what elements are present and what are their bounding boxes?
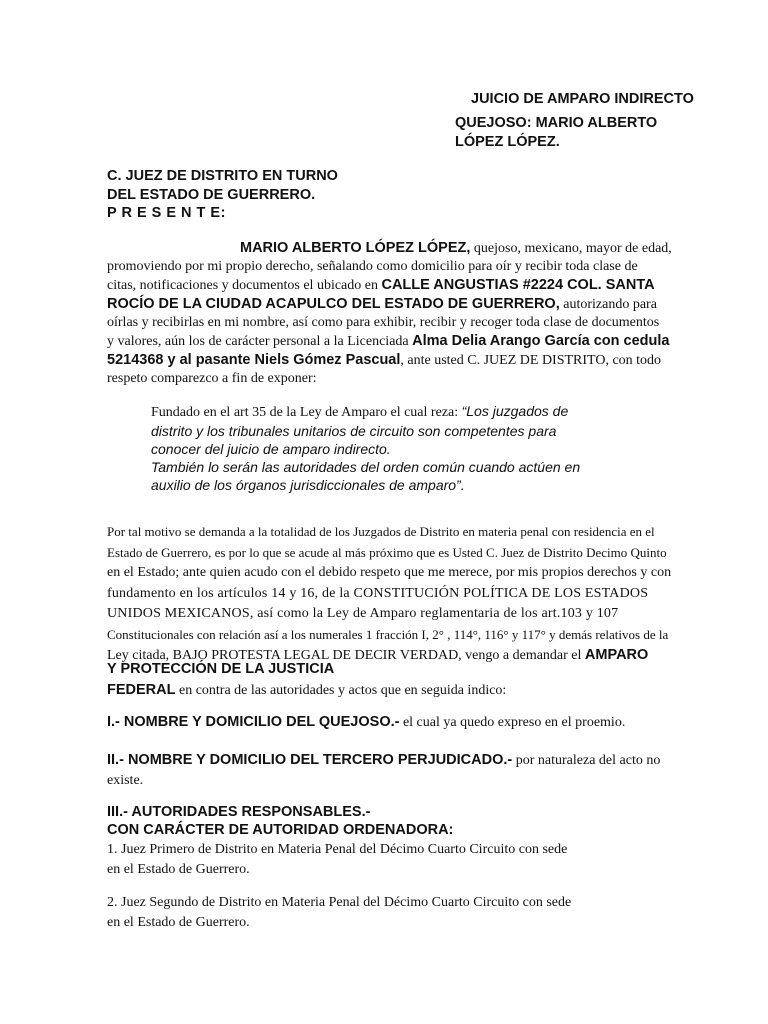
intro-text-4: autorizando para [559,297,657,312]
case-title: JUICIO DE AMPARO INDIRECTO [471,91,694,107]
body-line1: Por tal motivo se demanda a la totalidad de los Juzgados de Distrito en materia penal con residencia en el [107,524,655,539]
body-line5: UNIDOS MEXICANOS, así como la Ley de Amparo reglamentaria de los art.103 y 107 [107,606,619,621]
addressee-line2: DEL ESTADO DE GUERRERO. [107,187,316,203]
section-3-heading2: CON CARÁCTER DE AUTORIDAD ORDENADORA: [107,822,454,838]
body-line6: Constitucionales con relación así a los numerales 1 fracción I, 2° , 114°, 116° y 117° y demás relativos de la [107,626,669,642]
intro-text-1: quejoso, mexicano, mayor de edad, [470,241,672,256]
complainant-surnames: LÓPEZ LÓPEZ. [455,134,560,150]
section-1-heading: I.- NOMBRE Y DOMICILIO DEL QUEJOSO.- [107,714,400,730]
body-line4: fundamento en los artículos 14 y 16, de la CONSTITUCIÓN POLÍTICA DE LOS ESTADOS [107,585,649,601]
section-2-text2: existe. [107,773,144,788]
body-line2: Estado de Guerrero, es por lo que se acude al más próximo que es Usted C. Juez de Distrito Decimo Quinto [107,544,667,560]
addressee-line1: C. JUEZ DE DISTRITO EN TURNO [107,168,338,184]
lawyer-line2: 5214368 y al pasante Niels Gómez Pascual [107,352,401,368]
authority-item-2 [107,893,571,933]
quote-lead: Fundado en el art 35 de la Ley de Amparo el cual reza: [151,405,462,420]
intro-text-6: y valores, aún los de carácter personal a la Licenciada [107,334,413,349]
complainant-name: MARIO ALBERTO LÓPEZ LÓPEZ, [240,240,471,256]
section-2 [107,750,660,791]
address-line1: CALLE ANGUSTIAS #2224 COL. SANTA [381,277,655,293]
section-2-text: por naturaleza del acto no [512,753,661,768]
amparo-line3: FEDERAL [107,682,176,698]
quote-line2: distrito y los tribunales unitarios de circuito son competentes para [151,423,557,439]
body-line7: Ley citada, BAJO PROTESTA LEGAL DE DECIR VERDAD, vengo a demandar el [107,648,585,663]
intro-text-8: respeto comparezco a fin de exponer: [107,371,317,386]
amparo-line3-row [107,682,506,699]
lawyer-line1: Alma Delia Arango García con cedula [412,333,670,349]
body-line8: en contra de las autoridades y actos que en seguida indico: [175,683,507,698]
complainant-label: QUEJOSO: MARIO ALBERTO [455,115,658,131]
intro-text-2: promoviendo por mi propio derecho, señalando como domicilio para oír y recibir toda clase de [107,259,638,274]
address-line2: ROCÍO DE LA CIUDAD ACAPULCO DEL ESTADO DE GUERRERO, [107,296,560,312]
authority-item-2-line1: 2. Juez Segundo de Distrito en Materia Penal del Décimo Cuarto Circuito con sede [107,895,572,910]
quote-line5: auxilio de los órganos jurisdiccionales de amparo”. [151,477,465,493]
intro-text-5: oírlas y recibirlas en mi nombre, así como para exhibir, recibir y recoger toda clase de documentos [107,315,660,330]
amparo-line2: Y PROTECCIÓN DE LA JUSTICIA [107,661,335,677]
amparo-line1: AMPARO [584,647,649,663]
intro-text-3: citas, notificaciones y documentos el ubicado en [107,278,382,293]
quote-line4: También lo serán las autoridades del orden común cuando actúen en [151,459,581,475]
intro-text-7: , ante usted C. JUEZ DE DISTRITO, con todo [400,353,662,368]
authority-item-2-line2: en el Estado de Guerrero. [107,915,250,930]
quote-line3: conocer del juicio de amparo indirecto. [151,441,391,457]
section-1-text: el cual ya quedo expreso en el proemio. [399,715,626,730]
intro-paragraph [107,239,711,388]
section-1 [107,714,625,731]
authority-item-1-line2: en el Estado de Guerrero. [107,862,250,877]
authority-item-1 [107,840,567,880]
quote-line1: “Los juzgados de [461,403,569,419]
authority-item-1-line1: 1. Juez Primero de Distrito en Materia Penal del Décimo Cuarto Circuito con sede [107,842,568,857]
section-3-heading1: III.- AUTORIDADES RESPONSABLES.- [107,804,371,820]
legal-quote [151,402,641,494]
section-2-heading: II.- NOMBRE Y DOMICILIO DEL TERCERO PERJUDICADO.- [107,752,513,768]
body-paragraph [107,522,711,667]
body-line3: en el Estado; ante quien acudo con el debido respeto que me merece, por mis propios derechos y con [107,565,672,580]
addressee-line3: P R E S E N T E: [107,205,226,221]
